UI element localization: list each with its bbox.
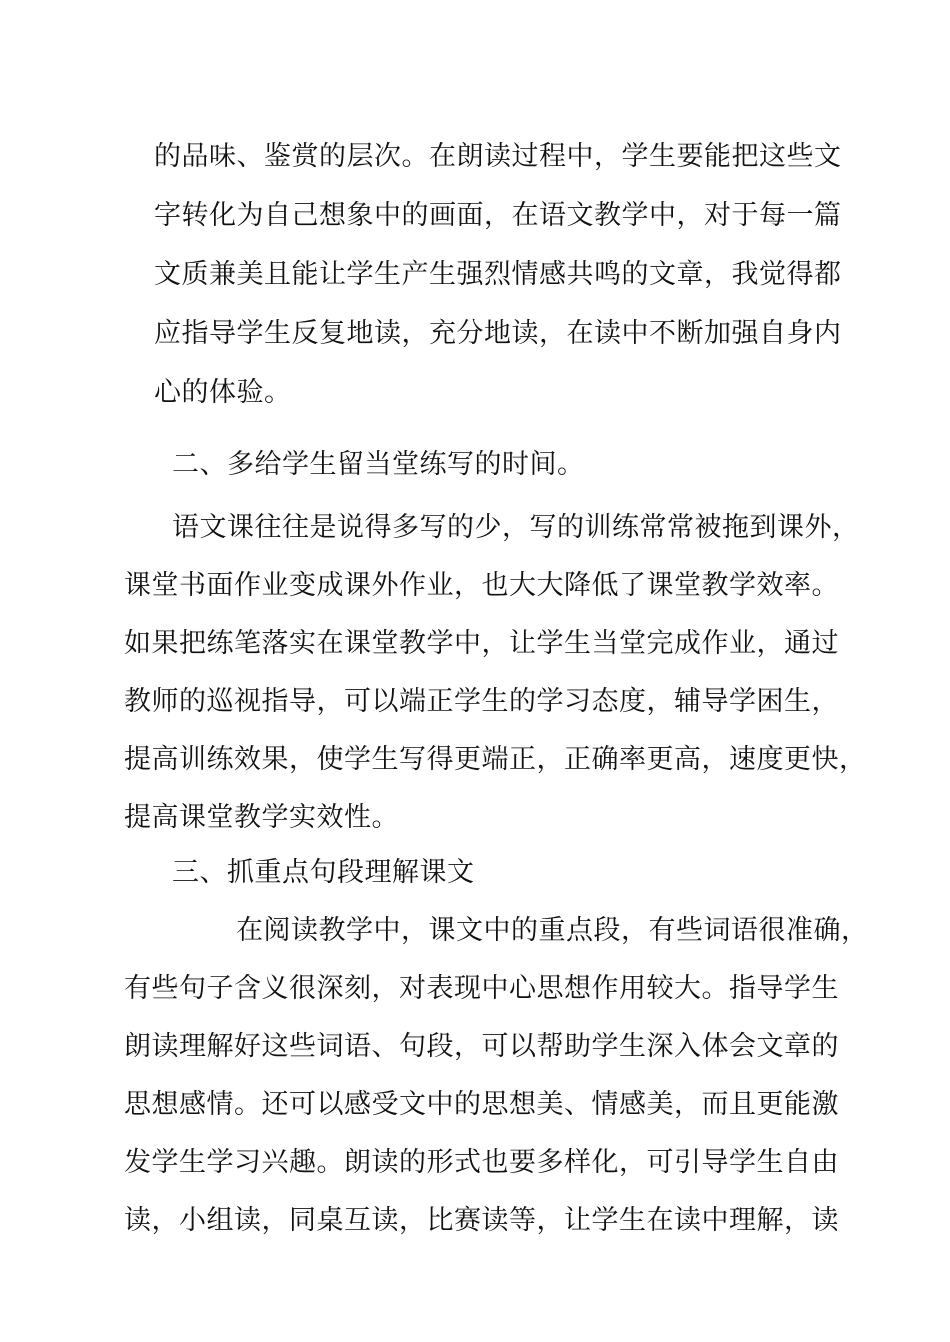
text-line: 朗读理解好这些词语、句段，可以帮助学生深入体会文章的 xyxy=(124,1031,839,1062)
text-line: 教师的巡视指导，可以端正学生的学习态度，辅导学困生， xyxy=(124,686,839,717)
text-line: 如果把练笔落实在课堂教学中，让学生当堂完成作业，通过 xyxy=(124,628,839,659)
text-line: 语文课往往是说得多写的少，写的训练常常被拖到课外， xyxy=(172,512,860,543)
section-heading: 三、抓重点句段理解课文 xyxy=(172,857,475,888)
text-line: 有些句子含义很深刻，对表现中心思想作用较大。指导学生 xyxy=(124,973,839,1004)
text-line: 课堂书面作业变成课外作业，也大大降低了课堂教学效率。 xyxy=(124,570,839,601)
text-line: 提高课堂教学实效性。 xyxy=(124,802,399,833)
text-line: 字转化为自己想象中的画面，在语文教学中，对于每一篇 xyxy=(154,200,842,231)
text-line: 思想感情。还可以感受文中的思想美、情感美，而且更能激 xyxy=(124,1089,839,1120)
text-line: 发学生学习兴趣。朗读的形式也要多样化，可引导学生自由 xyxy=(124,1147,839,1178)
text-line: 提高训练效果，使学生写得更端正，正确率更高，速度更快， xyxy=(124,744,867,775)
text-line: 文质兼美且能让学生产生强烈情感共鸣的文章，我觉得都 xyxy=(154,259,842,290)
text-line: 的品味、鉴赏的层次。在朗读过程中，学生要能把这些文 xyxy=(154,141,842,172)
text-line: 心的体验。 xyxy=(154,377,292,408)
section-heading: 二、多给学生留当堂练写的时间。 xyxy=(172,449,585,480)
text-line: 应指导学生反复地读，充分地读，在读中不断加强自身内 xyxy=(154,318,842,349)
text-line: 在阅读教学中，课文中的重点段，有些词语很准确， xyxy=(236,915,869,946)
text-line: 读，小组读，同桌互读，比赛读等，让学生在读中理解，读 xyxy=(124,1205,839,1236)
